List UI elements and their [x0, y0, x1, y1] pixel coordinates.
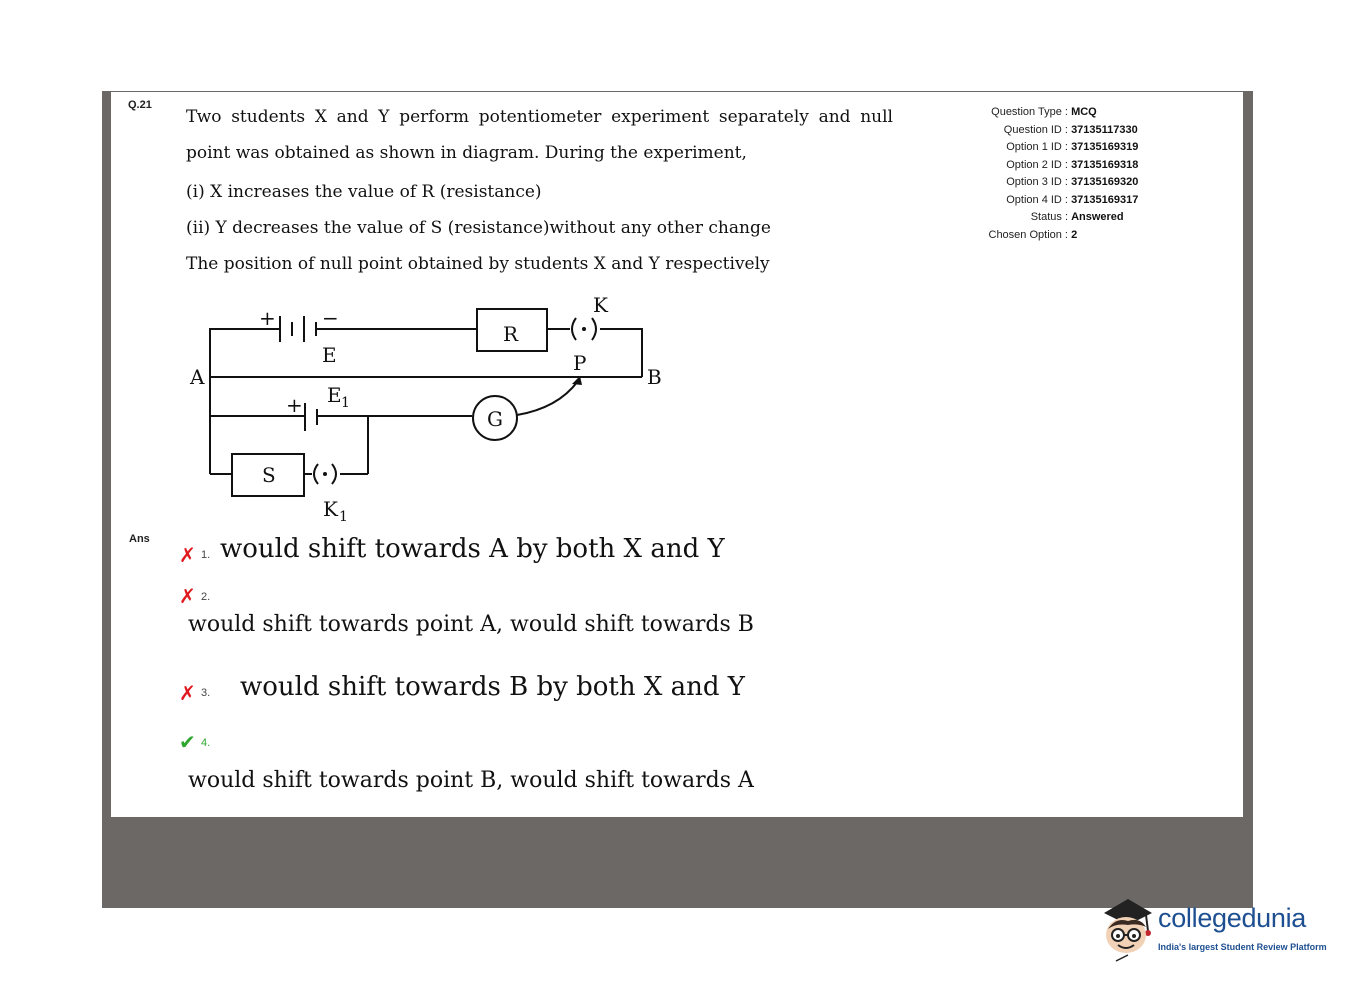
- brand-name: collegedunia: [1158, 903, 1307, 933]
- option-3-text: would shift towards B by both X and Y: [240, 672, 745, 702]
- label-a: A: [190, 365, 205, 389]
- label-e1: E: [327, 383, 342, 407]
- option-1-number: 1.: [201, 549, 211, 561]
- question-line-3: (i) X increases the value of R (resistance): [186, 182, 542, 202]
- collegedunia-logo[interactable]: [1098, 895, 1328, 965]
- label-e: E: [322, 343, 337, 367]
- jockey-wire: [517, 381, 578, 415]
- key-k-dot: [582, 327, 586, 331]
- meta-row-status: Status : Answered: [1030, 211, 1124, 223]
- key-k-right-arc: [592, 318, 596, 340]
- question-line-1: Two students X and Y perform potentiometer experiment separately and null: [186, 107, 893, 127]
- question-number: Q.21: [128, 99, 152, 111]
- label-r: R: [503, 322, 519, 346]
- option-3-number: 3.: [201, 687, 211, 699]
- key-k1-left-arc: [314, 464, 318, 484]
- wrong-mark-icon: ✗: [179, 683, 196, 705]
- label-s: S: [262, 463, 276, 487]
- wire-top-left: [210, 329, 280, 377]
- label-e1-subscript: 1: [341, 395, 350, 411]
- wire-top-right: [600, 329, 642, 377]
- option-2-number: 2.: [201, 591, 211, 603]
- label-p: P: [573, 351, 587, 375]
- wrong-mark-icon: ✗: [179, 586, 196, 608]
- meta-row-chosen-option: Chosen Option : 2: [988, 228, 1078, 241]
- check-mark-icon: ✔: [179, 732, 196, 754]
- meta-row-option3-id: Option 3 ID : 37135169320: [1006, 176, 1139, 188]
- answer-label: Ans: [129, 533, 150, 545]
- option-4-number: 4.: [201, 737, 211, 749]
- question-meta: [950, 104, 1170, 244]
- key-k1-right-arc: [332, 464, 336, 484]
- question-line-5: The position of null point obtained by students X and Y respectively: [186, 254, 770, 274]
- key-k1-dot: [323, 472, 327, 476]
- option-4-text: would shift towards point B, would shift towards A: [188, 768, 754, 793]
- brand-tagline: India's largest Student Review Platform: [1158, 942, 1327, 952]
- label-g: G: [487, 407, 503, 431]
- option-2-text: would shift towards point A, would shift towards B: [188, 612, 754, 637]
- meta-row-option1-id: Option 1 ID : 37135169319: [1006, 141, 1139, 153]
- label-b: B: [647, 365, 662, 389]
- label-minus-e: −: [322, 306, 339, 330]
- question-line-2: point was obtained as shown in diagram. During the experiment,: [186, 143, 747, 163]
- key-k-left-arc: [572, 318, 576, 340]
- wrong-mark-icon: ✗: [179, 545, 196, 567]
- label-k1: K: [323, 497, 338, 521]
- question-line-4: (ii) Y decreases the value of S (resistance)without any other change: [186, 218, 771, 238]
- potentiometer-circuit-diagram: [180, 288, 680, 528]
- meta-row-question-id: Question ID : 37135117330: [1003, 123, 1138, 136]
- meta-row-option2-id: Option 2 ID : 37135169318: [1006, 158, 1139, 171]
- label-k1-subscript: 1: [339, 509, 348, 525]
- meta-row-question-type: Question Type : MCQ: [991, 106, 1097, 118]
- mascot-icon: [1098, 895, 1156, 965]
- label-plus-e: +: [259, 306, 276, 330]
- label-k: K: [593, 293, 608, 317]
- option-1-text: would shift towards A by both X and Y: [220, 534, 725, 564]
- meta-row-option4-id: Option 4 ID : 37135169317: [1006, 193, 1139, 206]
- label-plus-e1: +: [286, 393, 303, 417]
